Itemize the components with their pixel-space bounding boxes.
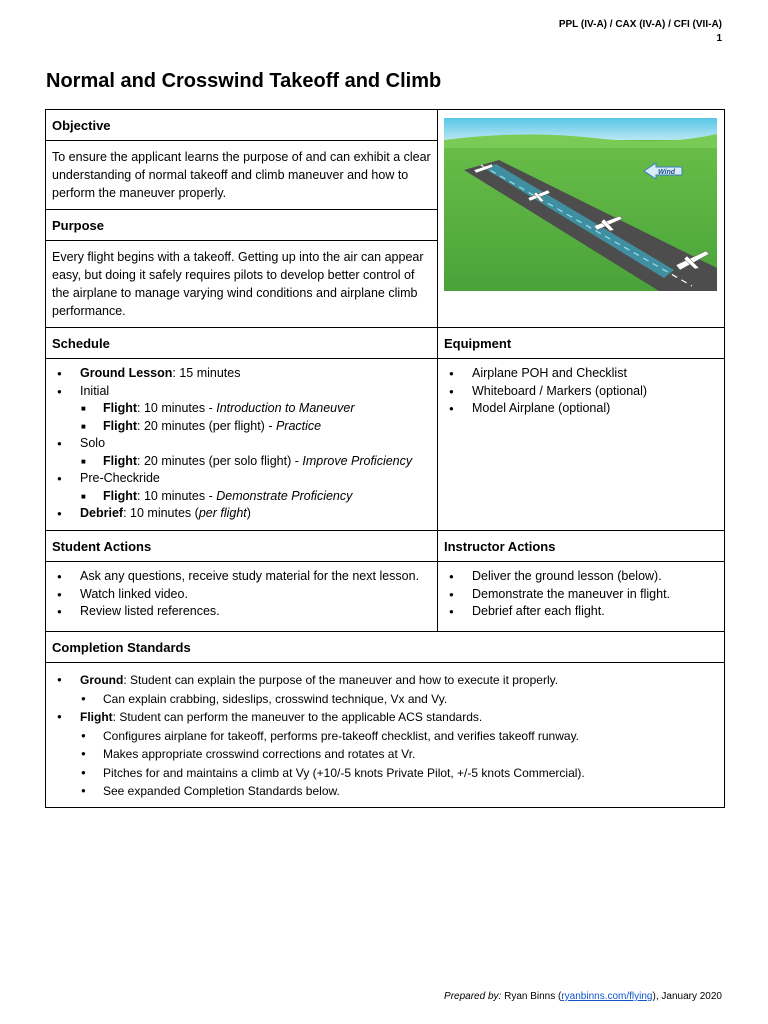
- equipment-heading: Equipment: [438, 328, 725, 359]
- item-text: : Student can perform the maneuver to the applicable ACS standards.: [112, 710, 483, 724]
- item-text: : 20 minutes (per flight) -: [137, 418, 276, 433]
- website-link[interactable]: ryanbinns.com/flying: [561, 991, 653, 1002]
- list-item: [52, 400, 431, 418]
- list-item: [52, 671, 718, 690]
- item-bold-label: Flight: [103, 488, 138, 503]
- item-bold-label: Debrief: [80, 506, 124, 520]
- list-item: ● Ask any questions, receive study material for the next lesson.: [52, 568, 431, 586]
- objective-text: To ensure the applicant learns the purpose of and can exhibit a clear understanding of normal takeoff and climb maneuver and how to perform the maneuver properly.: [46, 141, 438, 210]
- student-actions-list: [52, 562, 431, 621]
- list-item: [52, 365, 431, 383]
- item-italic-text: Improve Proficiency: [302, 453, 413, 468]
- list-item: ● Deliver the ground lesson (below).: [444, 568, 718, 586]
- list-item: [52, 418, 431, 436]
- list-item: [52, 505, 431, 523]
- list-item: ● Model Airplane (optional): [444, 400, 718, 418]
- completion-heading: Completion Standards: [46, 632, 725, 663]
- item-text: Configures airplane for takeoff, performs pre-takeoff checklist, and verifies takeoff runway.: [103, 728, 580, 743]
- student-actions-heading: Student Actions: [46, 531, 438, 562]
- course-codes: PPL (IV-A) / CAX (IV-A) / CFI (VII-A): [558, 19, 722, 30]
- item-text: Makes appropriate crosswind corrections and rotates at Vr.: [103, 747, 416, 761]
- item-text: : Student can explain the purpose of the maneuver and how to execute it properly.: [123, 673, 559, 687]
- item-text: : 10 minutes (: [123, 506, 199, 520]
- item-italic-text: per flight: [198, 506, 247, 520]
- list-item: [52, 782, 718, 801]
- objective-heading: Objective: [46, 110, 438, 141]
- list-item: [52, 745, 718, 764]
- student-actions-cell: [46, 562, 438, 632]
- item-text: Pitches for and maintains a climb at Vy (+10/-5 knots Private Pilot, +/-5 knots Commercial).: [103, 765, 585, 780]
- list-item: [52, 453, 431, 471]
- prepared-by-label: Prepared by:: [444, 991, 502, 1002]
- page-title: Normal and Crosswind Takeoff and Climb: [46, 70, 442, 92]
- list-item: [52, 470, 431, 488]
- list-item: [52, 690, 718, 709]
- item-tail: ): [246, 506, 251, 520]
- list-item: [52, 435, 431, 453]
- equipment-cell: [438, 359, 725, 531]
- instructor-actions-list: [444, 562, 718, 621]
- completion-cell: [46, 663, 725, 808]
- item-bold-label: Flight: [103, 453, 138, 468]
- page-number: 1: [716, 33, 722, 44]
- item-text: : 10 minutes -: [137, 488, 217, 503]
- item-text: Initial: [80, 383, 110, 398]
- list-item: ● Whiteboard / Markers (optional): [444, 383, 718, 401]
- schedule-heading: Schedule: [46, 328, 438, 359]
- item-text: Pre-Checkride: [80, 471, 160, 485]
- item-bold-label: Ground Lesson: [80, 366, 173, 380]
- footer-date: ), January 2020: [652, 991, 722, 1002]
- takeoff-diagram-cell: [438, 110, 725, 328]
- list-item: [52, 764, 718, 783]
- item-text: Can explain crabbing, sideslips, crosswind technique, Vx and Vy.: [103, 691, 448, 706]
- item-text: See expanded Completion Standards below.: [103, 784, 340, 798]
- schedule-list: [52, 359, 431, 523]
- list-item: ● Demonstrate the maneuver in flight.: [444, 586, 718, 604]
- instructor-actions-heading: Instructor Actions: [438, 531, 725, 562]
- takeoff-diagram-image: [444, 118, 717, 291]
- list-item: [52, 383, 431, 401]
- instructor-actions-cell: [438, 562, 725, 632]
- list-item: ● Watch linked video.: [52, 586, 431, 604]
- item-text: : 15 minutes: [172, 366, 241, 380]
- item-bold-label: Flight: [103, 401, 138, 415]
- item-text: : 10 minutes -: [137, 401, 217, 415]
- item-bold-label: Flight: [103, 418, 138, 433]
- item-bold-label: Flight: [80, 710, 113, 724]
- list-item: ● Review listed references.: [52, 603, 431, 621]
- lesson-table: [45, 109, 725, 808]
- list-item: ● Debrief after each flight.: [444, 603, 718, 621]
- equipment-list: [444, 359, 718, 418]
- item-text: Solo: [80, 436, 106, 450]
- item-text: : 20 minutes (per solo flight) -: [137, 453, 303, 468]
- schedule-cell: [46, 359, 438, 531]
- item-italic-text: Demonstrate Proficiency: [216, 488, 353, 503]
- completion-list: [52, 663, 718, 807]
- item-italic-text: Introduction to Maneuver: [216, 401, 355, 415]
- item-italic-text: Practice: [275, 418, 322, 433]
- item-bold-label: Ground: [80, 673, 124, 687]
- author-name: Ryan Binns (: [501, 991, 562, 1002]
- list-item: [52, 708, 718, 727]
- page-header: [559, 18, 722, 46]
- purpose-text: Every flight begins with a takeoff. Getting up into the air can appear easy, but doing it safely requires pilots to develop better control of the airplane to manage varying wind conditions and airplane climb performance.: [46, 241, 438, 328]
- list-item: [52, 727, 718, 746]
- wind-label: Wind: [658, 169, 676, 176]
- list-item: [52, 488, 431, 506]
- list-item: ● Airplane POH and Checklist: [444, 365, 718, 383]
- footer: [444, 991, 722, 1002]
- purpose-heading: Purpose: [46, 210, 438, 241]
